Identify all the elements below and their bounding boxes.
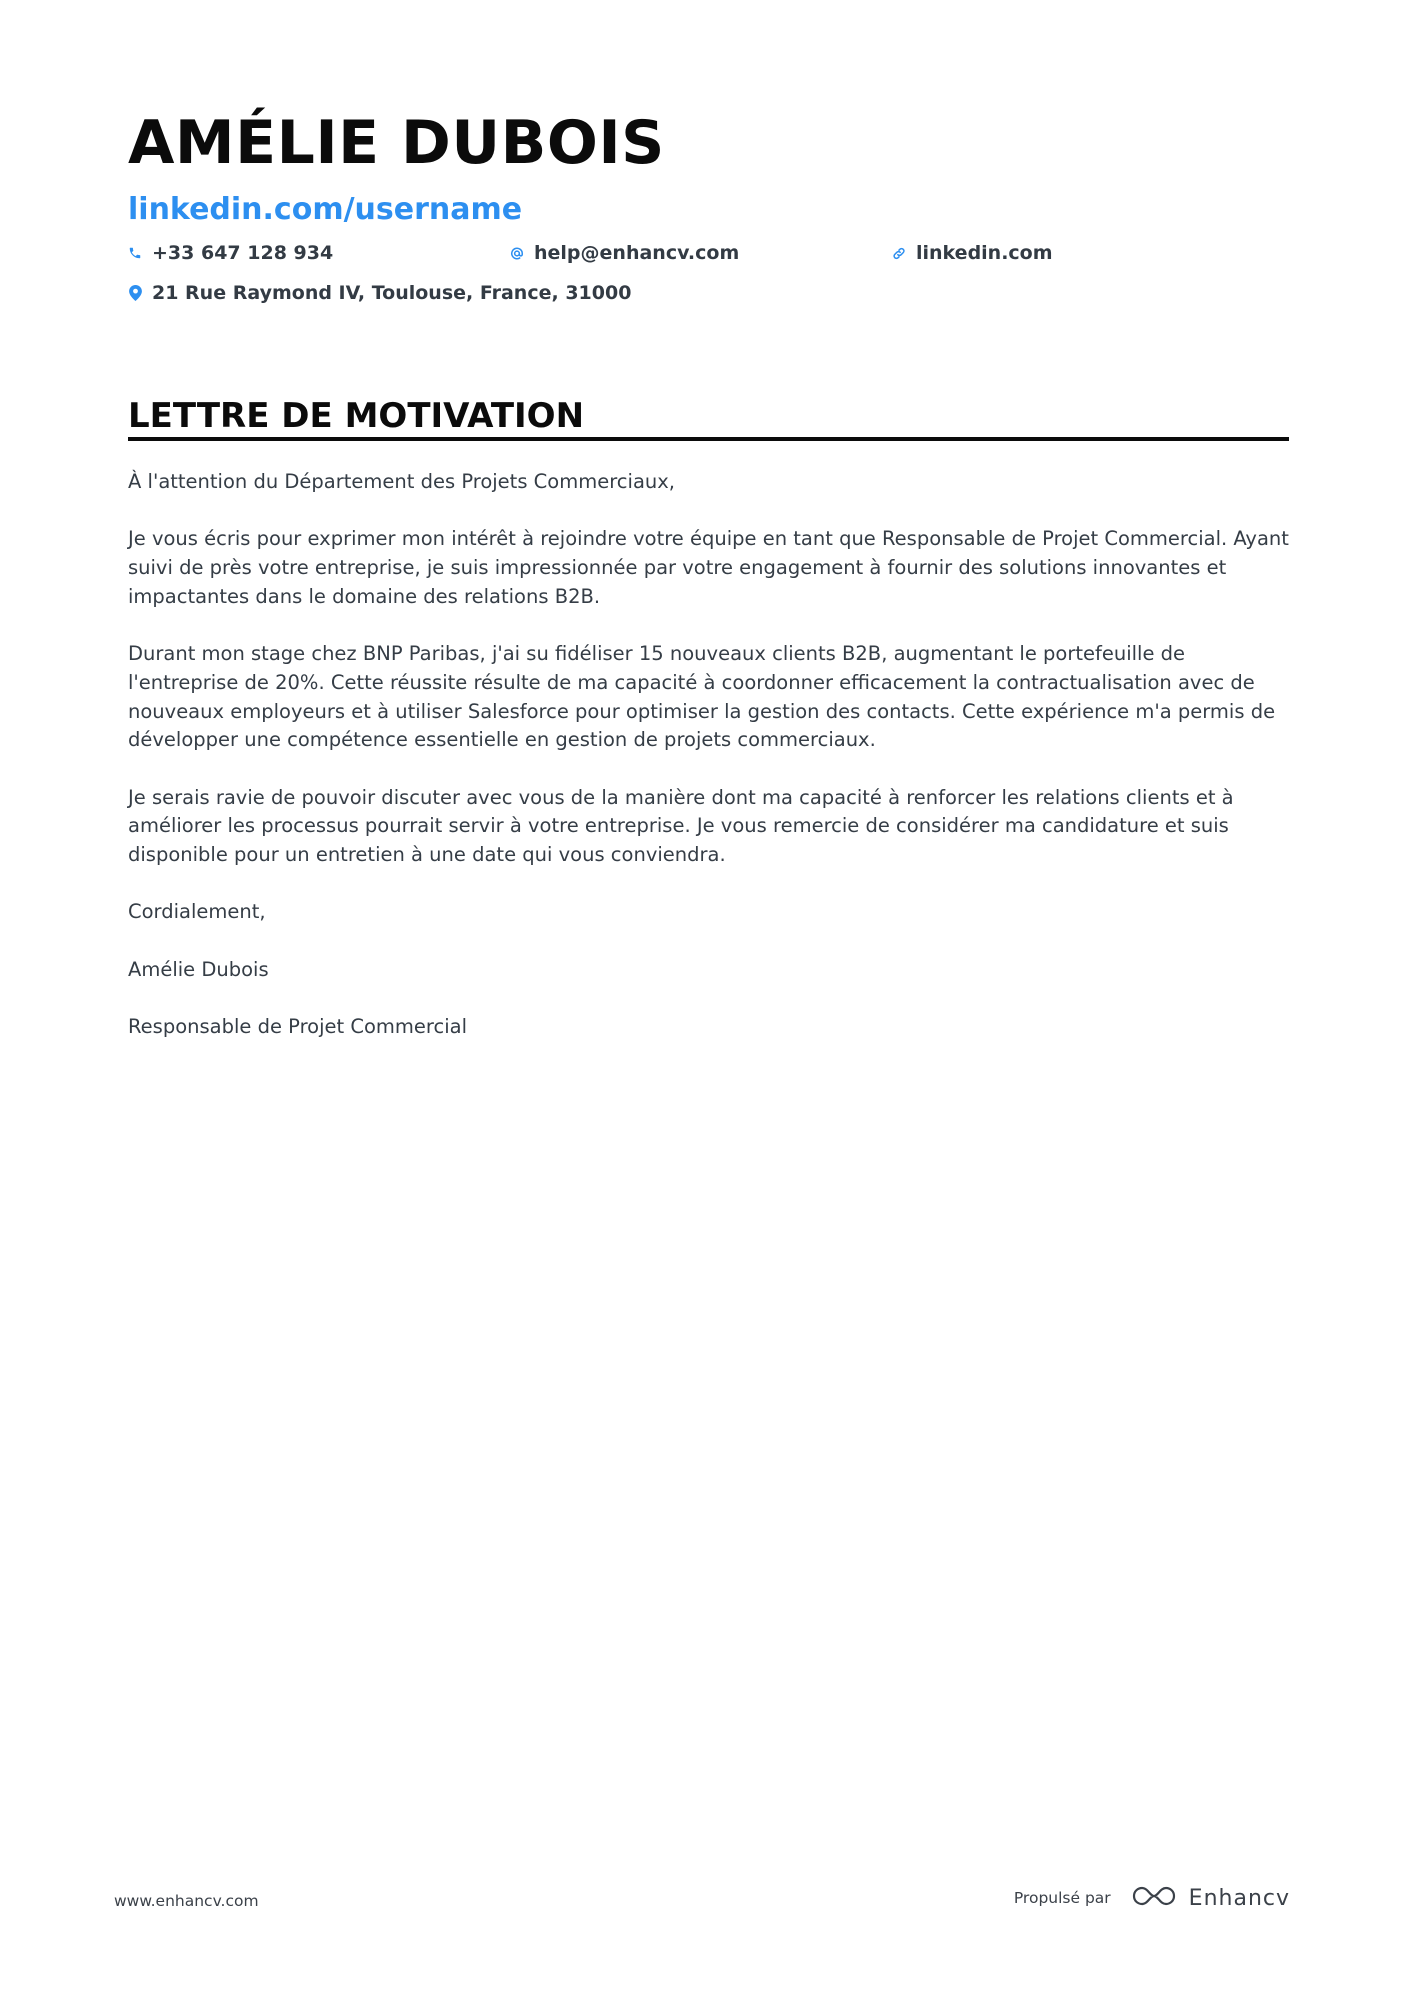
powered-by-label: Propulsé par: [1013, 1889, 1111, 1907]
at-icon: [510, 245, 524, 261]
letter-salutation: À l'attention du Département des Projets Commerciaux,: [128, 470, 675, 493]
contact-link[interactable]: [892, 242, 1053, 264]
candidate-name: AMÉLIE DUBOIS: [128, 108, 665, 178]
contact-address: [128, 282, 631, 304]
brand: [1131, 1884, 1290, 1912]
footer-website[interactable]: www.enhancv.com: [114, 1892, 259, 1910]
letter-paragraph: Je vous écris pour exprimer mon intérêt à rejoindre votre équipe en tant que Responsable de Projet Commercial. Ayant suivi de près votre entreprise, je suis impressionnée par votre engagement à fournir des solutions innovantes et impactantes dans le domaine des relations B2B.: [128, 527, 1289, 608]
section-divider: [128, 437, 1289, 441]
brand-name: Enhancv: [1188, 1885, 1290, 1911]
email-text: help@enhancv.com: [534, 242, 740, 264]
contact-email[interactable]: [510, 242, 739, 264]
letter-paragraph: Je serais ravie de pouvoir discuter avec vous de la manière dont ma capacité à renforcer les relations clients et à améliorer les processus pourrait servir à votre entreprise. Je vous remercie de considérer ma candidature et suis disponible pour un entretien à une date qui vous conviendra.: [128, 785, 1234, 867]
header-subtitle[interactable]: linkedin.com/username: [128, 192, 523, 227]
phone-icon: [128, 245, 142, 261]
footer-powered-by[interactable]: [1014, 1884, 1290, 1912]
letter-paragraph: Durant mon stage chez BNP Paribas, j'ai su fidéliser 15 nouveaux clients B2B, augmentant le portefeuille de l'entreprise de 20%. Cette réussite résulte de ma capacité à coordonner efficacement la contractualisation avec de nouveaux employeurs et à utiliser Salesforce pour optimiser la gestion des contacts. Cette expérience m'a permis de développer une compétence essentielle en gestion de projets commerciaux.: [128, 642, 1276, 752]
link-text: linkedin.com: [916, 242, 1053, 264]
letter-closing: Cordialement,: [128, 900, 266, 924]
enhancv-logo-icon: [1131, 1884, 1177, 1912]
letter-signature-name: Amélie Dubois: [128, 957, 269, 981]
contact-phone[interactable]: [128, 242, 333, 264]
section-title: LETTRE DE MOTIVATION: [128, 396, 585, 436]
letter-body: [128, 468, 1293, 1071]
link-icon: [892, 245, 906, 261]
location-pin-icon: [128, 285, 142, 301]
phone-text: +33 647 128 934: [152, 242, 334, 264]
letter-signature-title: Responsable de Projet Commercial: [128, 1015, 467, 1039]
address-text: 21 Rue Raymond IV, Toulouse, France, 31000: [152, 282, 632, 304]
